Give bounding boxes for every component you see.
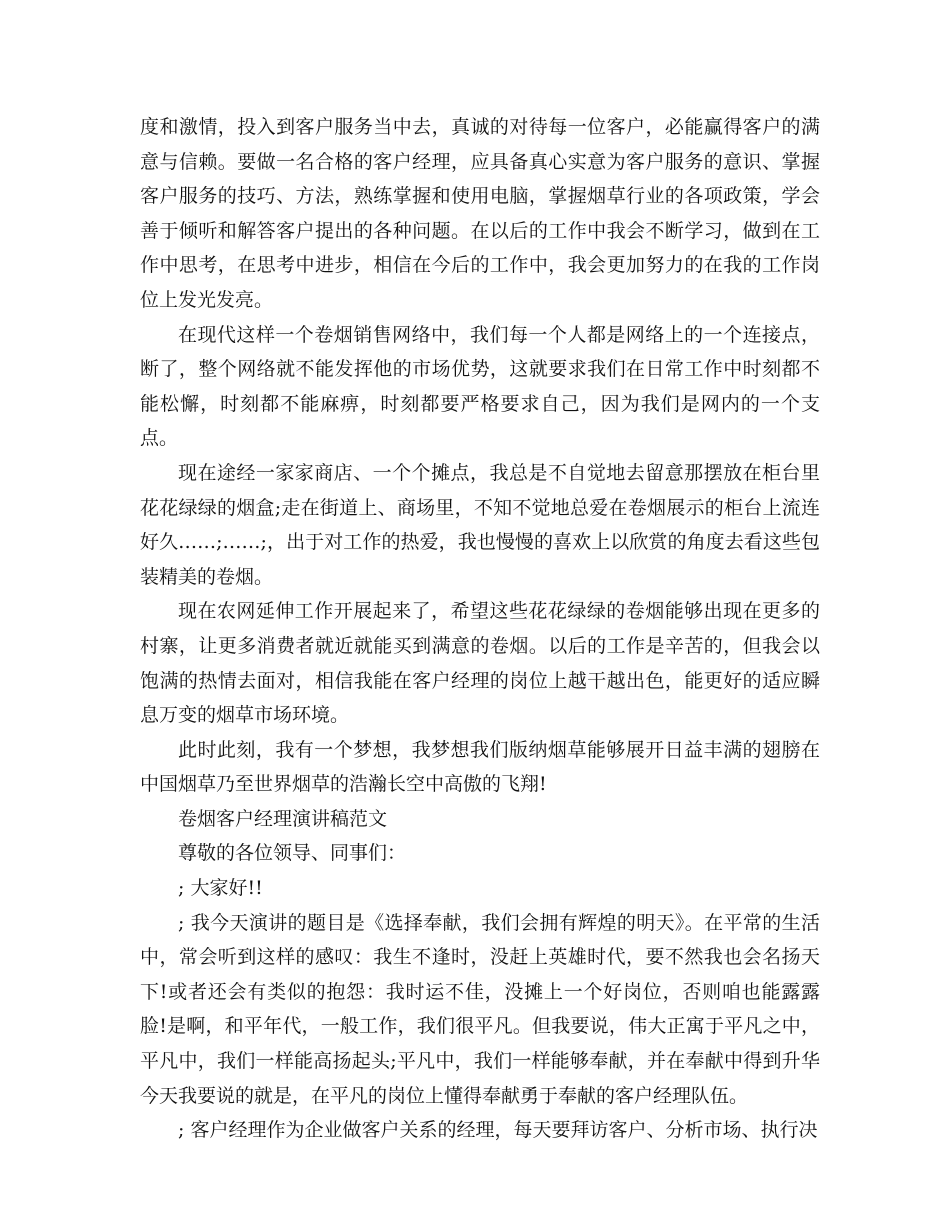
salutation: 尊敬的各位领导、同事们： (178, 842, 407, 865)
paragraph-continuation: 度和激情，投入到客户服务当中去，真诚的对待每一位客户，必能赢得客户的满意与信赖。要做一名合格的客户经理，应具备真心实意为客户服务的意识、掌握客户服务的技巧、方法，熟练掌握和使用电脑，掌握烟草行业的各项政策，学会善于倾听和解答客户提出的各种问题。在以后的工作中我会不断学习，做到在工作中思考，在思考中进步，相信在今后的工作中，我会更加努力的在我的工作岗位上发光发亮。 (140, 116, 820, 311)
document-page (140, 110, 820, 1148)
greeting: ; 大家好!! (178, 877, 263, 900)
paragraph-sales-network: 在现代这样一个卷烟销售网络中，我们每一个人都是网络上的一个连接点，断了，整个网络就不能发挥他的市场优势，这就要求我们在日常工作中时刻都不能松懈，时刻都不能麻痹，时刻都要严格要求自己，因为我们是网内的一个支点。 (140, 323, 820, 450)
paragraph-rural-network: 现在农网延伸工作开展起来了，希望这些花花绿绿的卷烟能够出现在更多的村寨，让更多消费者就近就能买到满意的卷烟。以后的工作是辛苦的，但我会以饱满的热情去面对，相信我能在客户经理的岗位上越干越出色，能更好的适应瞬息万变的烟草市场环境。 (140, 600, 820, 727)
paragraph-dream: 此时此刻，我有一个梦想，我梦想我们版纳烟草能够展开日益丰满的翅膀在中国烟草乃至世界烟草的浩瀚长空中高傲的飞翔! (140, 738, 820, 796)
paragraph-customer-manager: ; 客户经理作为企业做客户关系的经理，每天要拜访客户、分析市场、执行决 (178, 1119, 818, 1142)
paragraph-shops: 现在途经一家家商店、一个个摊点，我总是不自觉地去留意那摆放在柜台里花花绿绿的烟盒;走在街道上、商场里，不知不觉地总爱在卷烟展示的柜台上流连好久……;……;，出于对工作的热爱，我也慢慢的喜欢上以欣赏的角度去看这些包装精美的卷烟。 (140, 461, 820, 588)
paragraph-speech-topic: ; 我今天演讲的题目是《选择奉献，我们会拥有辉煌的明天》。在平常的生活中，常会听到这样的感叹：我生不逢时，没赶上英雄时代，要不然我也会名扬天下!或者还会有类似的抱怨：我时运不佳，没摊上一个好岗位，否则咱也能露露脸!是啊，和平年代，一般工作，我们很平凡。但我要说，伟大正寓于平凡之中，平凡中，我们一样能高扬起头;平凡中，我们一样能够奉献，并在奉献中得到升华今天我要说的就是，在平凡的岗位上懂得奉献勇于奉献的客户经理队伍。 (140, 911, 820, 1107)
section-title: 卷烟客户经理演讲稿范文 (178, 807, 388, 830)
